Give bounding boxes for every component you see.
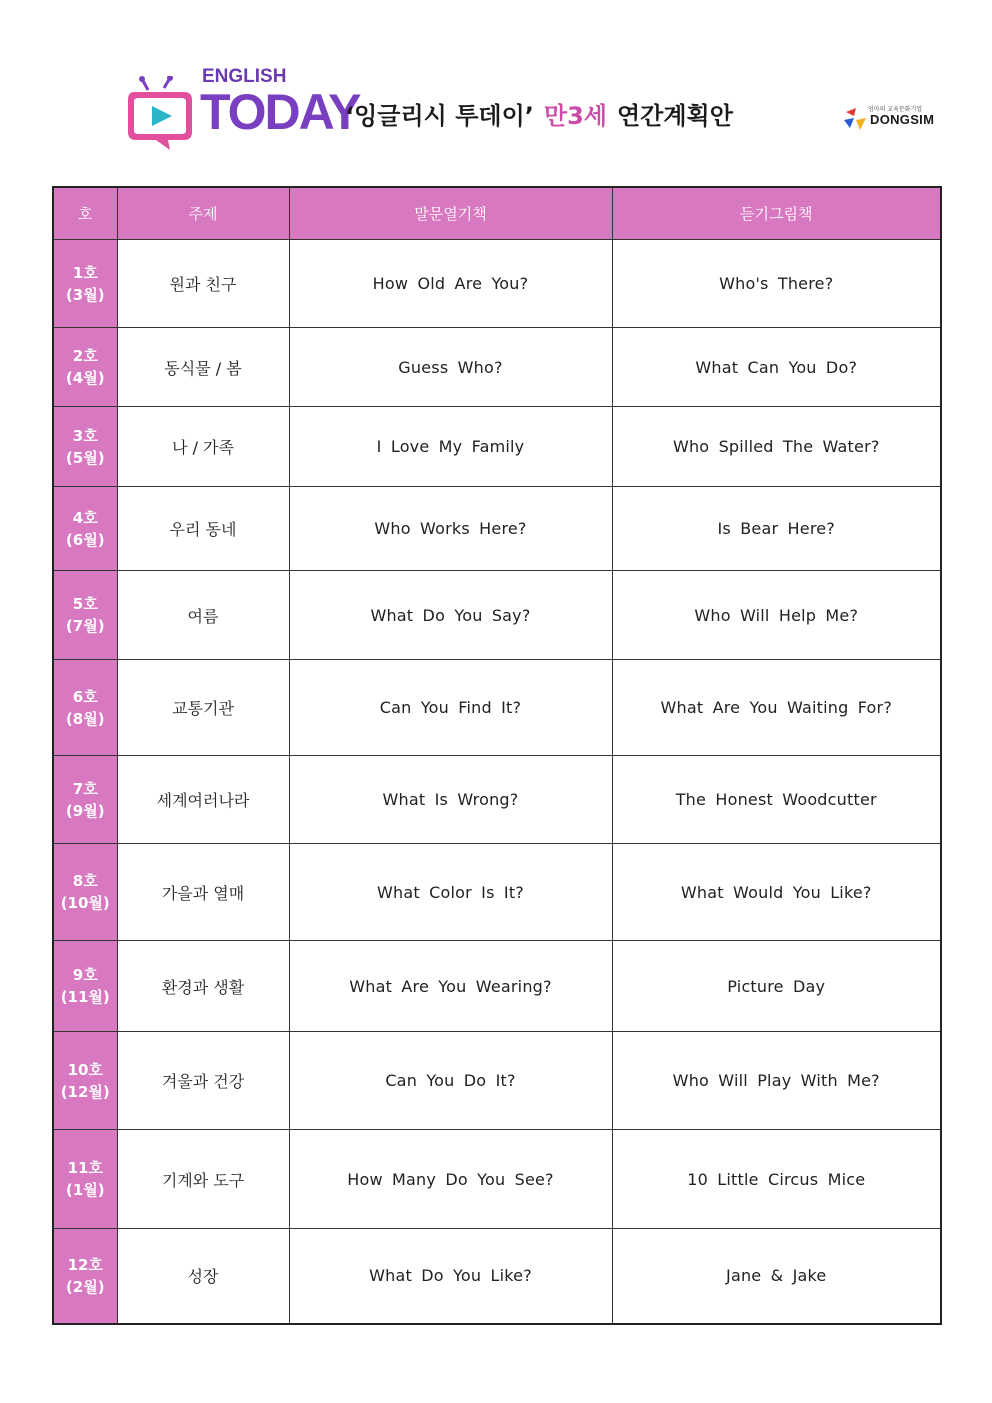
issue-number: 5호 [72, 595, 98, 613]
listening-book-cell: Who Spilled The Water? [612, 407, 941, 487]
speaking-book-cell: What Color Is It? [289, 844, 612, 941]
listening-book-cell: Picture Day [612, 941, 941, 1032]
speaking-book-cell: Who Works Here? [289, 487, 612, 571]
title-age: 만3세 [543, 102, 607, 130]
listening-book-cell: What Would You Like? [612, 844, 941, 941]
issue-cell [53, 328, 117, 407]
topic-cell: 동식물 / 봄 [117, 328, 289, 407]
issue-number: 12호 [67, 1255, 103, 1274]
table-row [53, 487, 941, 571]
topic-cell: 기계와 도구 [117, 1130, 289, 1229]
page-title [345, 96, 733, 131]
listening-book-cell: What Are You Waiting For? [612, 660, 941, 756]
issue-cell [53, 660, 117, 756]
topic-cell: 여름 [117, 571, 289, 660]
table-row [53, 328, 941, 407]
brand-tagline: 엄마의 교육문화기업 [868, 106, 923, 113]
topic-cell: 성장 [117, 1229, 289, 1324]
header-issue: 호 [53, 187, 117, 240]
issue-month: (1월) [65, 1181, 105, 1199]
table-row [53, 756, 941, 844]
topic-cell: 가을과 열매 [117, 844, 289, 941]
title-main: ‘잉글리시 투데이’ [345, 102, 534, 130]
listening-book-cell: What Can You Do? [612, 328, 941, 407]
table-row [53, 941, 941, 1032]
listening-book-cell: Who Will Play With Me? [612, 1032, 941, 1130]
english-today-logo [126, 64, 360, 148]
issue-cell [53, 487, 117, 571]
logo-english-text: ENGLISH [202, 66, 287, 87]
table-row [53, 1032, 941, 1130]
table-row [53, 571, 941, 660]
title-end: 연간계획안 [616, 102, 733, 130]
topic-cell: 원과 친구 [117, 240, 289, 328]
issue-cell [53, 941, 117, 1032]
listening-book-cell: 10 Little Circus Mice [612, 1130, 941, 1229]
logo-today-text: TODAY [200, 84, 360, 140]
listening-book-cell: Jane & Jake [612, 1229, 941, 1324]
header-speaking-book: 말문열기책 [289, 187, 612, 240]
header-listening-book: 듣기그림책 [612, 187, 941, 240]
speaking-book-cell: How Many Do You See? [289, 1130, 612, 1229]
issue-month: (9월) [65, 801, 105, 820]
table-row [53, 407, 941, 487]
annual-plan-table [52, 186, 942, 1325]
issue-cell [53, 407, 117, 487]
issue-number: 4호 [72, 508, 98, 527]
table-row [53, 240, 941, 328]
brand-name: DONGSIM [870, 112, 935, 127]
page-header [0, 0, 992, 180]
issue-number: 8호 [72, 872, 98, 890]
tv-play-icon [126, 76, 200, 150]
issue-number: 11호 [67, 1159, 103, 1177]
issue-cell [53, 571, 117, 660]
issue-number: 9호 [72, 966, 98, 984]
dongsim-logo-icon [842, 106, 868, 132]
speaking-book-cell: Can You Do It? [289, 1032, 612, 1130]
issue-cell [53, 756, 117, 844]
issue-number: 2호 [72, 347, 98, 365]
speaking-book-cell: What Do You Like? [289, 1229, 612, 1324]
topic-cell: 환경과 생활 [117, 941, 289, 1032]
table-header-row [53, 187, 941, 240]
listening-book-cell: The Honest Woodcutter [612, 756, 941, 844]
speaking-book-cell: I Love My Family [289, 407, 612, 487]
table-row [53, 660, 941, 756]
speaking-book-cell: What Are You Wearing? [289, 941, 612, 1032]
listening-book-cell: Is Bear Here? [612, 487, 941, 571]
table-row [53, 1229, 941, 1324]
speaking-book-cell: Can You Find It? [289, 660, 612, 756]
speaking-book-cell: What Do You Say? [289, 571, 612, 660]
topic-cell: 교통기관 [117, 660, 289, 756]
issue-number: 3호 [72, 426, 98, 445]
issue-number: 10호 [67, 1060, 103, 1079]
issue-number: 6호 [72, 687, 98, 706]
issue-cell [53, 1032, 117, 1130]
issue-month: (7월) [65, 617, 105, 635]
issue-month: (10월) [60, 894, 110, 912]
issue-number: 7호 [72, 779, 98, 798]
speaking-book-cell: What Is Wrong? [289, 756, 612, 844]
topic-cell: 겨울과 건강 [117, 1032, 289, 1130]
listening-book-cell: Who Will Help Me? [612, 571, 941, 660]
issue-cell [53, 1130, 117, 1229]
issue-cell [53, 1229, 117, 1324]
issue-cell [53, 844, 117, 941]
issue-month: (12월) [60, 1082, 110, 1101]
dongsim-brand [842, 104, 952, 134]
issue-month: (5월) [65, 448, 105, 467]
topic-cell: 세계여러나라 [117, 756, 289, 844]
listening-book-cell: Who's There? [612, 240, 941, 328]
table-row [53, 844, 941, 941]
issue-month: (2월) [65, 1277, 105, 1296]
issue-month: (6월) [65, 530, 105, 549]
issue-cell [53, 240, 117, 328]
topic-cell: 나 / 가족 [117, 407, 289, 487]
issue-number: 1호 [72, 263, 98, 282]
issue-month: (4월) [65, 369, 105, 387]
speaking-book-cell: How Old Are You? [289, 240, 612, 328]
topic-cell: 우리 동네 [117, 487, 289, 571]
table-row [53, 1130, 941, 1229]
issue-month: (8월) [65, 709, 105, 728]
speaking-book-cell: Guess Who? [289, 328, 612, 407]
issue-month: (3월) [65, 285, 105, 304]
header-topic: 주제 [117, 187, 289, 240]
issue-month: (11월) [60, 988, 110, 1006]
